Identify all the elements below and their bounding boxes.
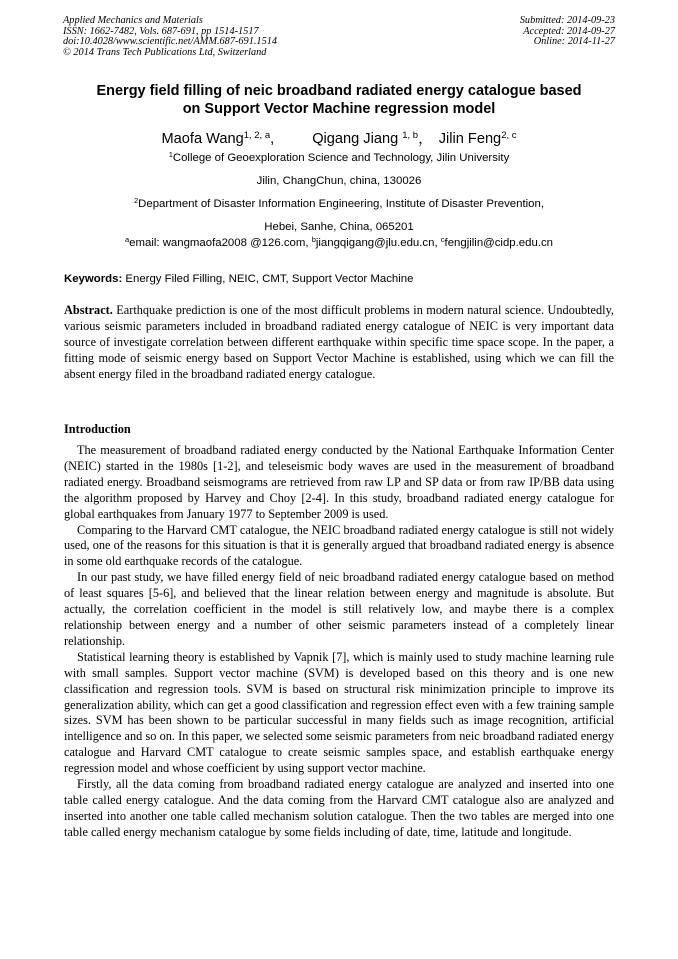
author-name: Qigang Jiang [312, 131, 403, 147]
paper-title [50, 82, 628, 118]
paragraph: Comparing to the Harvard CMT catalogue, the NEIC broadband radiated energy catalogue is still not widely used, one of the reasons for this situation is that it is generally argued that broadband radiated energy is absence in some old earthquake records of the catalogue. [64, 522, 614, 569]
author-affiliation-mark: 1, 2, a [243, 130, 271, 141]
title-line-2: on Support Vector Machine regression model [182, 101, 496, 117]
keywords-label: Keywords: [64, 273, 123, 285]
paragraph: The measurement of broadband radiated energy conducted by the National Earthquake Information Center (NEIC) started in the 1980s [1-2], and teleseismic body waves are used in the measurement of broadband radiated energy. Broadband seismograms are retrieved from raw LP and SP data or from raw IP/BB data using the algorithm proposed by Harvey and Choy [2-4]. In this study, broadband radiated energy catalogue for global earthquakes from January 1977 to September 2009 is used. [64, 443, 614, 521]
online-date: Online: 2014-11-27 [533, 36, 615, 48]
abstract-text: Earthquake prediction is one of the most difficult problems in modern natural science. Undoubtedly, various seismic parameters included in broadband radiated energy catalogue of NEIC is very important data source of investigate correlation between different earthquake within specific time space scope. In the paper, a fitting mode of seismic energy based on Support Vector Machine is established, using which we can fill the absent energy filed in the broadband radiated energy catalogue. [64, 303, 614, 381]
introduction-body [64, 443, 614, 841]
paragraph: Statistical learning theory is established by Vapnik [7], which is mainly used to study machine learning rule with small samples. Support vector machine (SVM) is developed based on this theory and is one new classification and regression tools. SVM is based on structural risk minimization principle to improve its generalization ability, which can get a good classification and regression effect even with a few training sample sizes. SVM has been shown to be particular successful in many fields such as image recognition, artificial intelligence and so on. In this paper, we selected some seismic parameters from neic broadband radiated energy catalogue and Harvard CMT catalogue to create seismic samples space, and establish earthquake energy regression model and whose coefficient by using support vector machine. [64, 649, 614, 776]
affiliation-2-line-2: Hebei, Sanhe, China, 065201 [264, 221, 414, 233]
author-list [0, 127, 678, 148]
dates-header [520, 16, 615, 48]
affiliation-1-line-1: $^1$College of Geoexploration Science and Technology, Jilin University [168, 150, 510, 164]
journal-issn: ISSN: 1662-7482, Vols. 687-691, pp 1514-1517 [63, 25, 259, 37]
abstract-label: Abstract. [64, 303, 113, 317]
affiliation-2-line-1: $^2$Department of Disaster Information Engineering, Institute of Disaster Prevention, [133, 196, 544, 210]
accepted-date: Accepted: 2014-09-27 [523, 25, 615, 37]
title-line-1: Energy field filling of neic broadband radiated energy catalogue based [96, 83, 582, 99]
keywords-text: Energy Filed Filling, NEIC, CMT, Support Vector Machine [122, 273, 414, 285]
journal-copyright: © 2014 Trans Tech Publications Ltd, Switzerland [63, 46, 267, 58]
section-heading-introduction: Introduction [64, 422, 131, 436]
paragraph: Firstly, all the data coming from broadband radiated energy catalogue are analyzed and inserted into one table called energy catalogue. And the data coming from the Harvard CMT catalogue also are analyzed and inserted into another one table called mechanism solution catalogue. Then the two tables are merged into one table called energy mechanism catalogue by some fields including of date, time, latitude and longitude. [64, 777, 614, 839]
author-name: Jilin Feng [438, 131, 502, 147]
author-emails: $^a$email: wangmaofa2008 @126.com, $^b$jiangqigang@jlu.edu.cn, $^c$fengjilin@cidp.edu.cn [124, 235, 553, 249]
journal-header [63, 16, 277, 58]
author-separator: ， [418, 131, 433, 147]
keywords [64, 273, 413, 285]
journal-name: Applied Mechanics and Materials [63, 15, 203, 26]
author-name: Maofa Wang [161, 131, 244, 147]
author-affiliation-mark: 1, b [402, 130, 419, 141]
submitted-date: Submitted: 2014-09-23 [519, 15, 615, 26]
affiliation-1-line-2: Jilin, ChangChun, china, 130026 [256, 175, 422, 187]
author-affiliation-mark: 2, c [501, 130, 517, 141]
journal-doi: doi:10.4028/www.scientific.net/AMM.687-691.1514 [63, 36, 278, 48]
abstract [64, 303, 614, 383]
paragraph: In our past study, we have filled energy field of neic broadband radiated energy catalogue based on method of least squares [5-6], and believed that the linear relation between energy and magnitude is absolute. But actually, the correlation coefficient in the model is still relatively low, and maybe there is a complex relationship between energy and a number of other seismic parameters instead of a completely linear relationship. [64, 570, 614, 648]
author-separator: , [270, 131, 275, 147]
